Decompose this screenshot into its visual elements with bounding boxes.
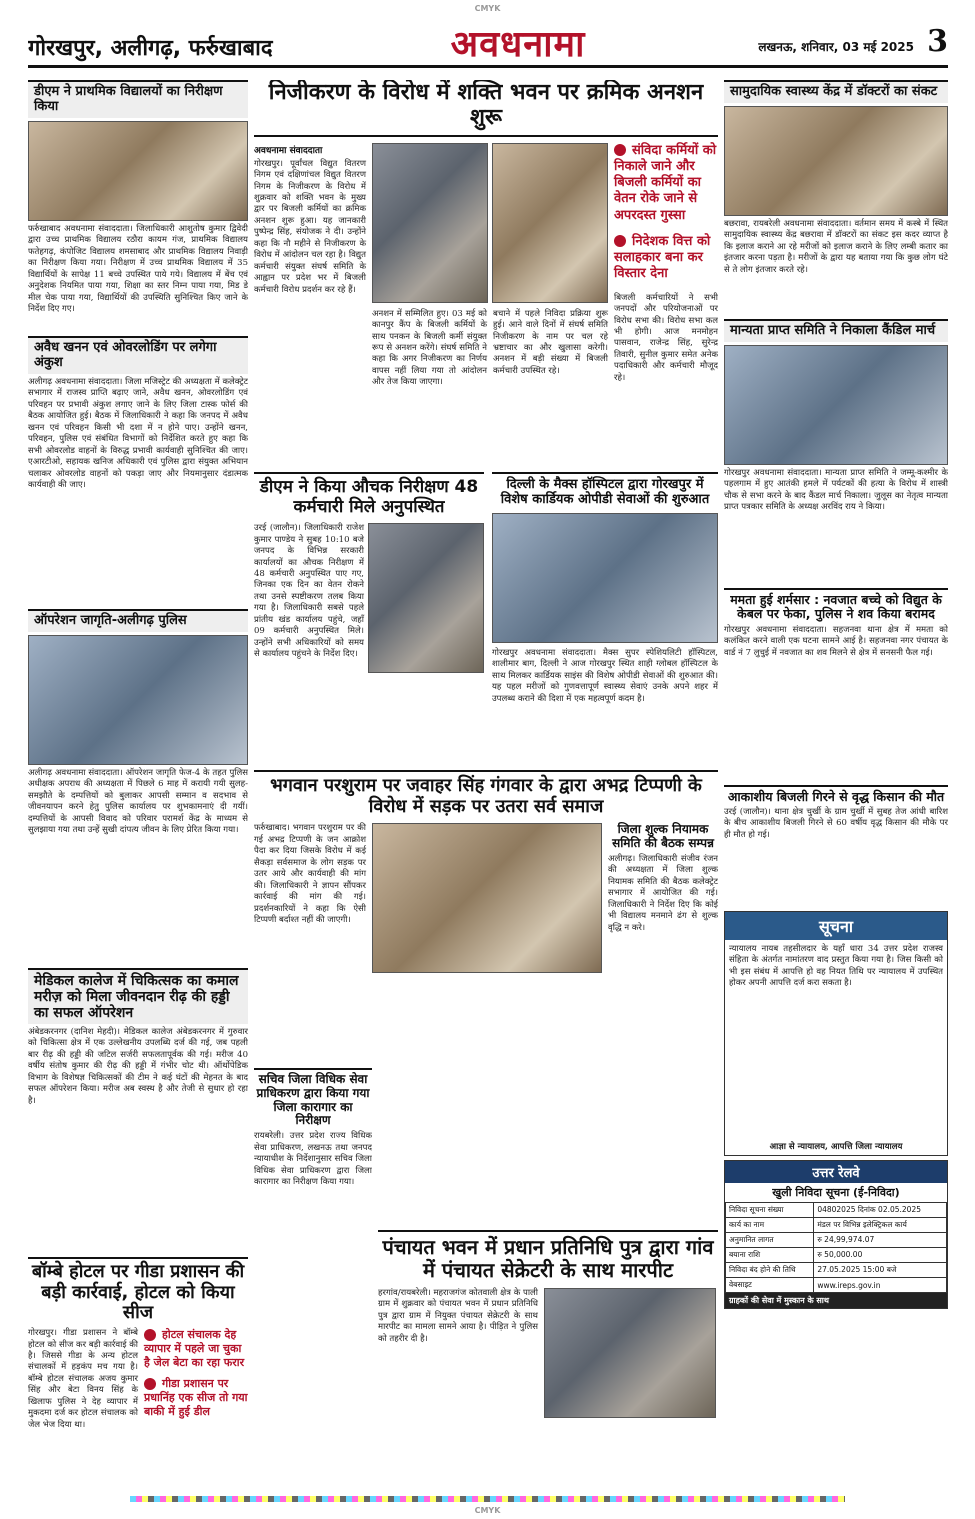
notice-signature: आज्ञा से न्यायालय, आपत्ति जिला न्यायालय	[769, 1142, 903, 1152]
left-column	[28, 80, 248, 1490]
village-photo	[544, 1288, 716, 1418]
article-headline: मान्यता प्राप्त समिति ने निकाला कैंडिल मार्च	[724, 319, 948, 342]
article-body: अलीगढ़ अवधनामा संवाददाता। ऑपरेशन जागृति फेज-4 के तहत पुलिस अधीक्षक अपराध की अध्यक्षता में पिछले 6 माह में करायी गयी सुलह-समझौते के दम्पत्तियों को बुलाकर आपसी सम्मान व सदभाव से जीवनयापन करने हेतु पुलिस कार्यालय पर शुभकामनाएं दी गयीं। दम्पत्तियों के आपसी विवाद को परिवार परामर्श केंद्र के माध्यम से सुलझाया गया तथा उन्हें सुखी दांपत्य जीवन के लिए प्रेरित किया गया।	[28, 767, 248, 836]
candle-march-photo	[724, 345, 948, 465]
article-body: गोरखपुर अवधनामा संवाददाता। मैक्स सुपर स्पेशियलिटी हॉस्पिटल, शालीमार बाग, दिल्ली ने आज गोरखपुर स्थित शाही ग्लोबल हॉस्पिटल के साथ मिलकर कार्डियक साइंस की विशेष ओपीडी सेवाओं की शुरुआत की। यह पहल मरीजों को गुणवत्तापूर्ण स्वास्थ्य सेवाएं उनके अपने शहर में उपलब्ध कराने की दिशा में एक महत्वपूर्ण कदम है।	[492, 647, 718, 704]
tender-footer: ग्राहकों की सेवा में मुस्कान के साथ	[725, 1293, 947, 1308]
notice-box	[724, 911, 948, 1156]
article	[492, 472, 718, 762]
lead-headline: निजीकरण के विरोध में शक्ति भवन पर क्रमिक अनशन शुरू	[254, 80, 718, 137]
article-headline: आकाशीय बिजली गिरने से वृद्ध किसान की मौत	[724, 785, 948, 804]
article-body: उरई (जालौन)। जिलाधिकारी राजेश कुमार पाण्डेय ने सुबह 10:10 बजे जनपद के विभिन्न सरकारी कार्यालयों का औचक निरीक्षण में 48 कर्मचारी अनुपस्थित पाए गए, जिनका एक दिन का वेतन रोकने तथा उनसे स्पष्टीकरण तलब किया गया है। जिलाधिकारी सबसे पहले प्रांतीय खंड कार्यालय पहुंचे, जहाँ 09 कर्मचारी अनुपस्थित मिले। उन्होंने सभी अधिकारियों को समय से कार्यालय पहुंचने के निर्देश दिए।	[254, 523, 364, 660]
article-headline: सामुदायिक स्वास्थ्य केंद्र में डॉक्टरों का संकट	[724, 80, 948, 103]
pull-quote: संविदा कर्मियों को निकाले जाने और बिजली कर्मियों का वेतन रोके जाने से अपरदस्त गुस्सा	[614, 142, 717, 223]
newspaper-logo: अवधनामा	[450, 23, 586, 65]
pull-quote: होटल संचालक देह व्यापार में पहले जा चुका है जेल बेटा का रहा फरार	[144, 1328, 245, 1369]
bullet-icon	[614, 235, 626, 247]
article	[254, 472, 484, 762]
masthead	[28, 18, 948, 68]
article-body: गोरखपुर अवधनामा संवाददाता। सहजनवा थाना क्षेत्र में ममता को कलंकित करने वाली एक घटना सामने आई है। सहजनवा नगर पंचायत के वार्ड नं 7 लुचुई में नवजात का शव मिलने से क्षेत्र में सनसनी फैल गई।	[724, 624, 948, 658]
table-row: निविदा सूचना संख्या 04802025 दिनांक 02.05.2025	[726, 1203, 947, 1218]
table-row: निविदा बंद होने की तिथि 27.05.2025 15:00 बजे	[726, 1263, 947, 1278]
protest-photo	[492, 143, 608, 303]
article-headline: भगवान परशुराम पर जवाहर सिंह गंगवार के द्वारा अभद्र टिप्पणी के विरोध में सड़क पर उतरा सर्व समाज	[254, 770, 718, 817]
article-headline: अवैध खनन एवं ओवरलोडिंग पर लगेगा अंकुश	[28, 336, 248, 374]
byline: अवधनामा संवाददाता	[254, 145, 323, 156]
right-column	[724, 80, 948, 1490]
article-headline: बॉम्बे होटल पर गीडा प्रशासन की बड़ी कार्रवाई, होटल को किया सीज	[28, 1257, 248, 1324]
notice-text: न्यायालय नायब तहसीलदार के यहाँ धारा 34 उत्तर प्रदेश राजस्व संहिता के अंतर्गत नामांतरण वाद प्रस्तुत किया गया है। जिस किसी को भी इस संबंध में आपत्ति हो वह नियत तिथि पर न्यायालय में उपस्थित होकर अपनी आपत्ति दर्ज करा सकता है।	[729, 944, 943, 989]
article-photo	[28, 635, 248, 765]
article-photo	[28, 121, 248, 221]
article-headline: सचिव जिला विधिक सेवा प्राधिकरण द्वारा किया गया जिला कारागार का निरीक्षण	[254, 1068, 372, 1128]
article-body: हरगांव/रायबरेली। महराजगंज कोतवाली क्षेत्र के पाली ग्राम में शुक्रवार को पंचायत भवन में प्रधान प्रतिनिधि पुत्र द्वारा ग्राम में नियुक्त पंचायत सेक्रेटरी के साथ मारपीट का मामला सामने आया है। पीड़ित ने पुलिस को तहरीर दी है।	[378, 1288, 538, 1344]
article-body: अंबेडकरनगर (दानिश मेहदी)। मेडिकल कालेज अंबेडकरनगर में गुरुवार को चिकित्सा क्षेत्र में एक उल्लेखनीय उपलब्धि दर्ज की गई, जब पहली बार रीढ़ की हड्डी की जटिल सर्जरी सफलतापूर्वक की गई। मरीज 40 वर्षीय संतोष कुमार की रीढ़ की हड्डी में गंभीर चोट थी। ऑर्थोपेडिक विभाग के विशेषज्ञ चिकित्सकों की टीम ने कई घंटों की मेहनत के बाद सफल ऑपरेशन किया। मरीज अब स्वस्थ है और तेजी से सुधार हो रहा है।	[28, 1026, 248, 1106]
protest-photo	[372, 143, 488, 303]
article-body: रायबरेली। उत्तर प्रदेश राज्य विधिक सेवा प्राधिकरण, लखनऊ तथा जनपद न्यायाधीश के निर्देशानुसार सचिव जिला विधिक सेवा प्राधिकरण द्वारा जिला कारागार का निरीक्षण किया गया।	[254, 1131, 372, 1188]
masthead-date: लखनऊ, शनिवार, 03 मई 2025	[758, 40, 914, 54]
page-number: 3	[927, 24, 948, 59]
bullet-icon	[144, 1378, 156, 1390]
article-body: फर्रुखाबाद। भगवान परशुराम पर की गई अभद्र टिप्पणी के जन आक्रोश पैदा कर दिया जिसके विरोध में कई सैकड़ा सर्वसमाज के लोग सड़क पर उतर आये और कार्यवाही की मांग की। जिलाधिकारी ने ज्ञापन सौंपकर कार्रवाई की मांग की गई। प्रदर्शनकारियों ने कहा कि ऐसी टिप्पणी बर्दाश्त नहीं की जाएगी।	[254, 823, 366, 926]
article-body: अनशन में सम्मिलित हुए। 03 मई को कानपुर कैंप के बिजली कर्मियों के साथ पनकन के बिजली कर्मी संयुक्त रूप से अनशन करेंगे। संघर्ष समिति ने कहा कि अगर निजीकरण का निर्णय वापस नहीं लिया गया तो आंदोलन और तेज किया जाएगा।	[372, 308, 487, 388]
article-body: गोरखपुर। पूर्वांचल विद्युत वितरण निगम एवं दक्षिणांचल विद्युत वितरण निगम के निजीकरण के विरोध में शुक्रवार को शक्ति भवन के मुख्य द्वार पर बिजली कर्मियों का क्रमिक अनशन शुरू हुआ। यह जानकारी पुष्पेन्द्र सिंह, संयोजक ने दी। उन्होंने कहा कि नौ महीने से निजीकरण के विरोध में आंदोलन चल रहा है। विद्युत कर्मचारी संयुक्त संघर्ष समिति के आह्वान पर प्रदेश भर में बिजली कर्मचारी विरोध प्रदर्शन कर रहे हैं।	[254, 158, 366, 295]
inspection-photo	[368, 523, 484, 673]
article-headline: मेडिकल कालेज में चिकित्सक का कमाल मरीज़ को मिला जीवनदान रीढ़ की हड्डी का सफल ऑपरेशन	[28, 968, 248, 1024]
article-body: गोरखपुर अवधनामा संवाददाता। मान्यता प्राप्त समिति ने जम्मू-कश्मीर के पहलगाम में हुए आतंकी हमले में पर्यटकों की हत्या के विरोध में शास्त्री चौक से सभा करने के बाद कैंडल मार्च निकाला। जुलूस का नेतृत्व मान्यता प्राप्त पत्रकार समिति के अध्यक्ष अरविंद राय ने किया।	[724, 467, 948, 513]
article	[254, 1068, 372, 1278]
table-row: कार्य का नाम मंडल पर विभिन्न इलेक्ट्रिकल कार्य	[726, 1218, 947, 1233]
bullet-icon	[614, 144, 626, 156]
article-body: उरई (जालौन)। थाना क्षेत्र चुर्खी के ग्राम चुर्खी में सुबह तेज आंधी बारिश के बीच आकाशीय बिजली गिरने से 60 वर्षीय वृद्ध किसान की मौके पर ही मौत हो गई।	[724, 807, 948, 840]
press-conference-photo	[492, 513, 718, 643]
color-bar	[130, 1496, 845, 1502]
article-headline: ऑपरेशन जागृति-अलीगढ़ पुलिस	[28, 609, 248, 632]
article-headline: डीएम ने प्राथमिक विद्यालयों का निरीक्षण किया	[28, 80, 248, 118]
article	[378, 1230, 718, 1490]
article-body: बिजली कर्मचारियों ने सभी जनपदों और परियोजनाओं पर विरोध सभा की। विरोध सभा कल भी होगी। आज मनमोहन पासवान, राजेन्द्र सिंह, सुरेन्द्र तिवारी, सुनील कुमार समेत अनेक पदाधिकारी और कर्मचारी मौजूद रहे।	[614, 292, 718, 383]
notice-title: सूचना	[725, 912, 947, 940]
color-registration-top: CMYK	[474, 4, 501, 13]
article-body: बछरावा, रायबरेली अवधनामा संवाददाता। वर्तमान समय में कस्बे में स्थित सामुदायिक स्वास्थ्य केंद्र बछरावा में डॉक्टरों का संकट इस कदर व्याप्त है कि इलाज कराने आ रहे मरीजों को इलाज कराने के लिए लम्बी कतार का इंतजार करना पड़ता है। मरीजों के द्वारा यह बताया गया कि कुछ लोग घंटे से ते लोग इंतजार करते रहे।	[724, 218, 948, 275]
tender-table	[725, 1202, 947, 1293]
article-headline: दिल्ली के मैक्स हॉस्पिटल द्वारा गोरखपुर में विशेष कार्डियक ओपीडी सेवाओं की शुरुआत	[492, 472, 718, 508]
article-body: अलीगढ़ अवधनामा संवाददाता। जिला मजिस्ट्रेट की अध्यक्षता में कलेक्ट्रेट सभागार में राजस्व प्राप्ति बढ़ाए जाने, अवैध खनन, ओवरलोडिंग एवं परिवहन पर प्रभावी अंकुश लगाए जाने के लिए जिला टास्क फोर्स की बैठक आयोजित हुई। बैठक में जिलाधिकारी ने कहा कि जनपद में अवैध खनन एवं परिवहन किसी भी दशा में न होने पाए। उन्होंने खनन, परिवहन, पुलिस एवं संबंधित विभागों को निर्देशित करते हुए कहा कि सभी ओवरलोड वाहनों के विरुद्ध प्रभावी कार्यवाही सुनिश्चित की जाए। एआरटीओ, सहायक खनिज अधिकारी एवं पुलिस द्वारा संयुक्त अभियान चलाकर ओवरलोड वाहनों को पकड़ा जाए और नियमानुसार दंडात्मक कार्यवाही की जाए।	[28, 376, 248, 490]
table-row: अनुमानित लागत रु 24,99,974.07	[726, 1233, 947, 1248]
table-row: वेबसाइट www.ireps.gov.in	[726, 1278, 947, 1293]
hospital-photo	[724, 106, 948, 216]
article-body: अलीगढ़। जिलाधिकारी संजीव रंजन की अध्यक्षता में जिला शुल्क नियामक समिति की बैठक कलेक्ट्रेट सभागार में आयोजित की गई। जिलाधिकारी ने निर्देश दिए कि कोई भी विद्यालय मनमाने ढंग से शुल्क वृद्धि न करे।	[608, 853, 718, 933]
tender-org: उत्तर रेलवे	[725, 1161, 947, 1183]
article-body: गोरखपुर। गीडा प्रशासन ने बॉम्बे होटल को सीज कर बड़ी कार्रवाई की है। जिससे गीडा के अन्य होटल संचालकों में हड़कंप मच गया है। बॉम्बे होटल संचालक अजय कुमार सिंह और बेटा विनय सिंह के खिलाफ पुलिस ने देह व्यापार में मुकदमा दर्ज कर होटल संचालक को जेल भेज दिया था।	[28, 1328, 138, 1430]
tender-ad	[724, 1160, 948, 1309]
article-headline: डीएम ने किया औचक निरीक्षण 48 कर्मचारी मिले अनुपस्थित	[254, 472, 484, 517]
article-headline: ममता हुई शर्मसार : नवजात बच्चे को विद्युत के केबल पर फेका, पुलिस ने शव किया बरामद	[724, 588, 948, 622]
bullet-icon	[144, 1329, 156, 1341]
color-registration-bottom: CMYK	[474, 1506, 501, 1515]
table-row: बयाना राशि रु 50,000.00	[726, 1248, 947, 1263]
article-headline: जिला शुल्क नियामक समिति की बैठक सम्पन्न	[612, 822, 714, 851]
pull-quote: गीडा प्रशासन पर प्रधानिंह एक सीज तो गया बाकी में हुई डील	[144, 1377, 248, 1418]
article	[254, 770, 718, 1060]
lead-story	[254, 80, 718, 470]
masthead-cities: गोरखपुर, अलीगढ़, फर्रुखाबाद	[28, 36, 273, 61]
pull-quote: निदेशक वित्त को सलाहकार बना कर विस्तार देना	[614, 233, 711, 282]
protest-photo	[372, 823, 602, 973]
tender-title: खुली निविदा सूचना (ई-निविदा)	[772, 1186, 900, 1200]
article-body: बचाने में पहले निविदा प्रक्रिया शुरू हुई। आने वाले दिनों में संघर्ष समिति निजीकरण के नाम पर चल रहे भ्रष्टाचार का और खुलासा करेगी। अनशन में बड़ी संख्या में बिजली कर्मचारी उपस्थित रहे।	[493, 308, 608, 376]
article-body: फर्रुखाबाद अवधनामा संवाददाता। जिलाधिकारी आशुतोष कुमार द्विवेदी द्वारा उच्च प्राथमिक विद्यालय रठौरा कायम गंज, प्राथमिक विद्यालय फतेहगढ़, कंपोजिट विद्यालय शमसाबाद और प्राथमिक विद्यालय निवाड़ी का निरीक्षण किया गया। निरीक्षण में उच्च प्राथमिक विद्यालय में 35 विद्यार्थियों के सापेक्ष 11 बच्चे उपस्थित पाये गये। विद्यालय में बेंच एवं अनुदेशक नियमित पाया गया, शिक्षा का स्तर निम्न पाया गया, मिड डे मील चेक पाया गया, विद्यार्थियों की उपस्थिति सुनिश्चित किए जाने के निर्देश दिए गए।	[28, 223, 248, 315]
article-headline: पंचायत भवन में प्रधान प्रतिनिधि पुत्र द्वारा गांव में पंचायत सेक्रेटरी के साथ मारपीट	[378, 1230, 718, 1282]
